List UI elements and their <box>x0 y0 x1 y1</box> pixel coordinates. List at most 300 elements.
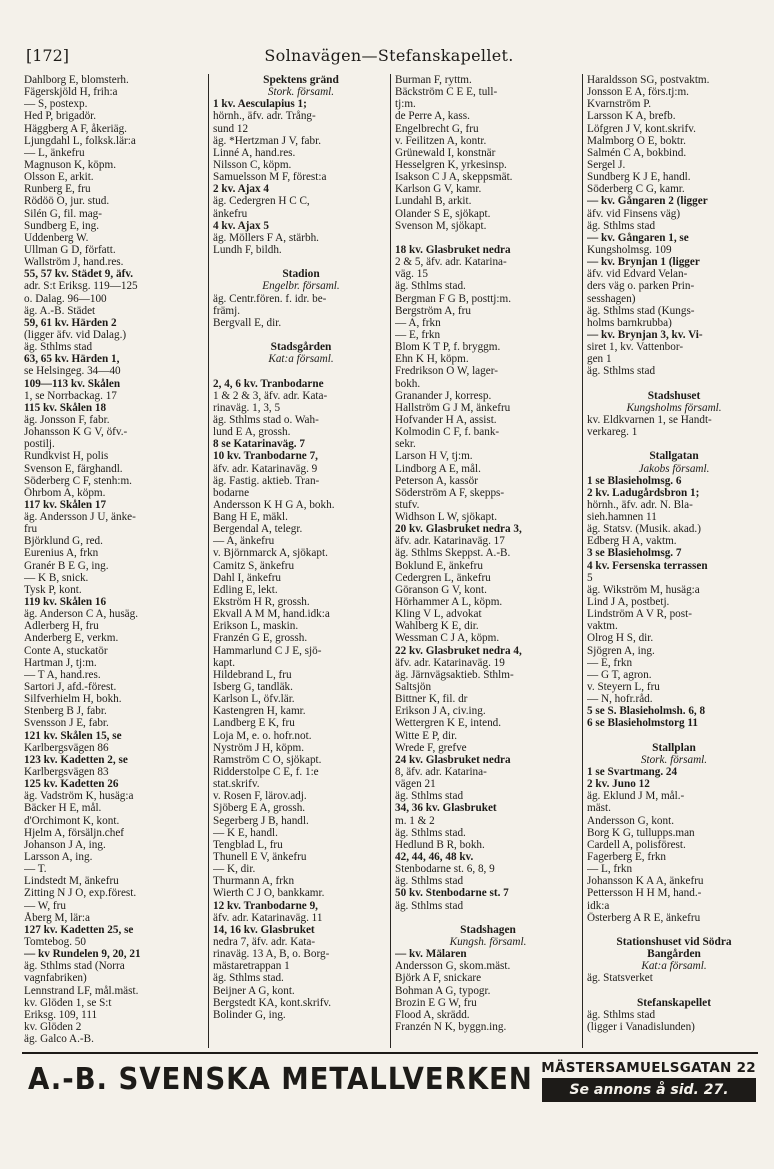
directory-entry: Andersson G, skom.mäst. <box>395 960 511 973</box>
directory-entry: Olsson E, arkit. <box>24 171 94 184</box>
directory-entry: Lindstedt M, änkefru <box>24 875 119 888</box>
directory-entry: Jonsson E A, förs.tj:m. <box>587 86 689 99</box>
directory-entry: äg. Anderson C A, husäg. <box>24 608 139 621</box>
directory-entry: Larsson K A, brefb. <box>587 110 676 123</box>
directory-entry: 1, se Norrbackag. 17 <box>24 389 117 402</box>
spacer <box>587 730 761 742</box>
directory-entry: Johanson J A, ing. <box>24 838 106 851</box>
directory-entry: Flood A, skrädd. <box>395 1008 470 1021</box>
block-heading: 2 kv. Juno 12 <box>587 778 650 791</box>
directory-entry: lund E A, grossh. <box>213 426 291 439</box>
directory-entry: Loja M, e. o. hofr.not. <box>213 729 312 742</box>
directory-entry: främj. <box>213 304 241 317</box>
advertisement-footer <box>22 1052 758 1108</box>
directory-entry: v. Björnmarck A, sjökapt. <box>213 547 328 560</box>
directory-entry: Wahlberg K E, dir. <box>395 620 479 633</box>
directory-entry: hörnh., äfv. adr. Trång- <box>213 110 316 123</box>
directory-entry: v. Steyern L, fru <box>587 681 660 694</box>
directory-entry: Samuelsson M F, förest:a <box>213 171 327 184</box>
directory-entry: Hammarlund C J E, sjö- <box>213 644 322 657</box>
directory-entry: Fagerberg E, frkn <box>587 851 667 863</box>
directory-entry: — G T, agron. <box>587 668 652 681</box>
directory-entry: — E, frkn <box>587 656 633 669</box>
block-heading: 12 kv. Tranbodarne 9, <box>213 899 318 912</box>
directory-entry: Dahlborg E, blomsterh. <box>24 74 129 86</box>
directory-entry: Granander J, korresp. <box>395 389 492 402</box>
directory-entry: Stenberg B J, fabr. <box>24 705 107 718</box>
directory-entry: änkefru <box>213 207 248 220</box>
directory-entry: Bolinder G, ing. <box>213 1008 286 1021</box>
block-heading: 8 se Katarinaväg. 7 <box>213 438 305 451</box>
directory-entry: äg. Järnvägsaktieb. Sthlm- <box>395 668 514 681</box>
directory-entry: Hesselgren K, yrkesinsp. <box>395 158 507 171</box>
directory-entry: Björklund G, red. <box>24 535 103 548</box>
directory-entry: Olander S E, sjökapt. <box>395 207 491 220</box>
directory-entry: Hartman J, tj:m. <box>24 656 97 669</box>
directory-entry: Bäckström C E E, tull- <box>395 86 498 99</box>
directory-entry: kv. Glöden 1, se S:t <box>24 996 112 1009</box>
block-heading: 127 kv. Kadetten 25, se <box>24 923 134 936</box>
directory-entry: 1 & 2 & 3, äfv. adr. Kata- <box>213 389 328 402</box>
block-heading: 3 se Blasieholmsg. 7 <box>587 547 682 560</box>
directory-entry: Erikson J A, civ.ing. <box>395 705 486 718</box>
block-heading: — kv. Brynjan 3, kv. Vi- <box>587 328 703 341</box>
directory-entry: Granér B E G, ing. <box>24 559 109 572</box>
directory-entry: Peterson A, kassör <box>395 474 478 487</box>
directory-entry: äg. Statsv. (Musik. akad.) <box>587 523 701 536</box>
directory-entry: Malmborg O E, boktr. <box>587 134 686 147</box>
directory-entry: gen 1 <box>587 353 612 366</box>
directory-entry: Sundberg E, ing. <box>24 219 99 232</box>
directory-entry: mäst. <box>587 802 611 815</box>
directory-entry: Fägerskjöld H, frih:a <box>24 86 118 99</box>
directory-entry: vagnfabriken) <box>24 972 87 985</box>
directory-entry: Ekvall A M M, hand.idk:a <box>213 608 330 621</box>
directory-entry: Öhrbom A, köpm. <box>24 486 106 499</box>
directory-entry: Ullman G D, författ. <box>24 243 116 256</box>
block-heading: 117 kv. Skålen 17 <box>24 498 107 511</box>
block-heading: 22 kv. Glasbruket nedra 4, <box>395 644 522 657</box>
directory-entry: — L, änkefru <box>24 146 85 159</box>
directory-entry: Andersson K H G A, bokh. <box>213 498 335 511</box>
spacer <box>587 438 761 450</box>
directory-entry: Bergendal A, telegr. <box>213 523 303 536</box>
directory-entry: Beijner A G, kont. <box>213 984 295 997</box>
directory-entry: äfv. adr. Katarinaväg. 9 <box>213 462 318 475</box>
directory-entry: kv. Eldkvarnen 1, se Handt- <box>587 413 712 426</box>
block-heading: 109—113 kv. Skålen <box>24 377 121 390</box>
directory-entry: äfv. adr. Katarinaväg. 17 <box>395 535 505 548</box>
directory-column-3 <box>390 74 581 1048</box>
directory-entry: — L, frkn <box>587 863 633 876</box>
street-heading: Stefanskapellet <box>636 996 712 1009</box>
directory-entry: Witte E P, dir. <box>395 729 458 742</box>
directory-entry: sund 12 <box>213 122 249 135</box>
directory-entry: Svenson E, färghandl. <box>24 462 123 475</box>
directory-entry: Edberg H A, vaktm. <box>587 535 677 548</box>
block-heading: — kv. Mälaren <box>395 948 467 961</box>
directory-entry: — K, dir. <box>213 863 256 876</box>
street-heading: Stadion <box>282 268 320 281</box>
directory-entry: Magnuson K, köpm. <box>24 158 116 171</box>
directory-entry: Svenson M, sjökapt. <box>395 219 487 232</box>
spacer <box>395 912 581 924</box>
directory-entry: äg. Andersson J U, änke- <box>24 511 136 524</box>
directory-entry: Andersson G, kont. <box>587 814 675 827</box>
directory-entry: Wettergren K E, intend. <box>395 717 502 730</box>
directory-entry: 5 <box>587 571 593 584</box>
street-heading: Spektens gränd <box>263 74 339 86</box>
spacer <box>213 329 389 341</box>
block-heading: 2 kv. Ajax 4 <box>213 183 269 196</box>
directory-entry: Hofvander H A, assist. <box>395 413 497 426</box>
block-heading: 10 kv. Tranbodarne 7, <box>213 450 318 463</box>
directory-entry: v. Feilitzen A, kontr. <box>395 134 487 147</box>
block-heading: 119 kv. Skålen 16 <box>24 596 107 609</box>
directory-entry: äg. Vadström K, husäg:a <box>24 790 134 803</box>
directory-entry: de Perre A, kass. <box>395 110 470 123</box>
block-heading: 2, 4, 6 kv. Tranbodarne <box>213 377 324 390</box>
directory-entry: se Helsingeg. 34—40 <box>24 365 121 378</box>
directory-entry: 8, äfv. adr. Katarina- <box>395 766 487 779</box>
page-title: Solnavägen—Stefanskapellet. <box>264 46 514 65</box>
directory-entry: kv. Glöden 2 <box>24 1020 82 1033</box>
directory-entry: Åberg M, lär:a <box>24 911 90 924</box>
directory-entry: d'Orchimont K, kont. <box>24 814 120 827</box>
directory-entry: Silén G, fil. mag- <box>24 207 102 220</box>
parish-label: Jakobs församl. <box>638 462 710 475</box>
directory-column-1 <box>24 74 206 1048</box>
block-heading: 123 kv. Kadetten 2, se <box>24 753 128 766</box>
advertiser-brand: A.-B. SVENSKA METALLVERKEN <box>28 1062 533 1097</box>
directory-entry: Björk A F, snickare <box>395 972 482 985</box>
directory-entry: Sundberg K J E, handl. <box>587 171 691 184</box>
directory-entry: Tysk P, kont. <box>24 583 82 596</box>
directory-entry: — W, fru <box>24 899 66 912</box>
directory-entry: mästaretrappan 1 <box>213 960 290 973</box>
directory-entry: Karlson G V, kamr. <box>395 183 482 196</box>
spacer <box>213 365 389 377</box>
directory-entry: Lind J A, postbetj. <box>587 596 670 609</box>
directory-entry: Edling E, lekt. <box>213 583 278 596</box>
parish-label: Kat:a församl. <box>641 960 707 973</box>
directory-entry: äg. Sthlms stad <box>587 219 656 232</box>
block-heading: 121 kv. Skålen 15, se <box>24 729 122 742</box>
block-heading: — kv Rundelen 9, 20, 21 <box>24 948 141 961</box>
directory-entry: — E, frkn <box>395 328 441 341</box>
ad-reference: Se annons å sid. 27. <box>542 1078 756 1102</box>
directory-entry: Bergström A, fru <box>395 304 471 317</box>
directory-entry: Wrede F, grefve <box>395 741 467 754</box>
directory-entry: Olrog H S, dir. <box>587 632 654 645</box>
parish-label: Stork. församl. <box>267 86 335 99</box>
directory-entry: äg. Eklund J M, mål.- <box>587 790 685 803</box>
directory-entry: vägen 21 <box>395 778 436 791</box>
directory-entry: Kungsholmsg. 109 <box>587 243 672 256</box>
block-heading: 55, 57 kv. Städet 9, äfv. <box>24 268 134 281</box>
directory-entry: äfv. vid Finsens väg) <box>587 207 681 220</box>
street-heading: Stadshuset <box>647 389 701 402</box>
directory-entry: Wallström J, hand.res. <box>24 256 124 269</box>
block-heading: 50 kv. Stenbodarne st. 7 <box>395 887 509 900</box>
directory-entry: sekr. <box>395 438 416 451</box>
directory-entry: äg. Sthlms stad (Kungs- <box>587 304 695 317</box>
directory-entry: — A, änkefru <box>213 535 275 548</box>
spacer <box>395 232 581 244</box>
directory-entry: postilj. <box>24 438 55 451</box>
directory-entry: äg. Sthlms stad. <box>395 280 466 293</box>
directory-entry: (ligger i Vanadislunden) <box>587 1020 695 1033</box>
block-heading: 2 kv. Ladugårdsbron 1; <box>587 486 700 499</box>
directory-entry: Wierth C J O, bankkamr. <box>213 887 325 900</box>
block-heading: 63, 65 kv. Härden 1, <box>24 353 120 366</box>
page-number: [172] <box>26 46 70 65</box>
directory-entry: — T. <box>24 863 47 876</box>
directory-entry: Kling V L, advokat <box>395 608 482 621</box>
directory-entry: Österberg A R E, änkefru <box>587 911 701 924</box>
directory-entry: Kvarnström P. <box>587 98 652 111</box>
page-header <box>20 46 758 72</box>
parish-label: Kungsh. församl. <box>449 935 527 948</box>
directory-entry: Franzén G E, grossh. <box>213 632 308 645</box>
directory-entry: stufv. <box>395 498 420 511</box>
directory-entry: siret 1, kv. Vattenbor- <box>587 341 684 354</box>
street-heading: Stallplan <box>652 741 696 754</box>
directory-entry: äg. Sthlms stad <box>24 341 93 354</box>
directory-entry: Linné A, hand.res. <box>213 146 296 159</box>
directory-column-2 <box>208 74 389 1048</box>
directory-entry: väg. 15 <box>395 268 428 281</box>
directory-entry: bokh. <box>395 377 421 390</box>
directory-entry: Lennstrand LF, mål.mäst. <box>24 984 139 997</box>
block-heading: 115 kv. Skålen 18 <box>24 401 107 414</box>
directory-entry: — K B, snick. <box>24 571 89 584</box>
directory-entry: Larsson A, ing. <box>24 851 93 863</box>
spacer <box>587 378 761 390</box>
directory-entry: verkareg. 1 <box>587 426 638 439</box>
directory-entry: Svensson J E, fabr. <box>24 717 109 730</box>
directory-entry: äg. Sthlms stad <box>587 365 656 378</box>
block-heading: 42, 44, 46, 48 kv. <box>395 851 474 863</box>
directory-entry: — N, hofr.råd. <box>587 693 653 706</box>
directory-entry: Bergstedt KA, kont.skrifv. <box>213 996 332 1009</box>
directory-entry: Thurmann A, frkn <box>213 875 295 888</box>
block-heading: 14, 16 kv. Glasbruket <box>213 923 315 936</box>
directory-columns <box>24 74 758 1048</box>
directory-entry: Sartori J, afd.-förest. <box>24 681 117 694</box>
directory-entry: äg. Sthlms stad <box>395 790 464 803</box>
directory-entry: adr. S:t Eriksg. 119—125 <box>24 280 138 293</box>
directory-entry: Engelbrecht G, fru <box>395 122 479 135</box>
directory-entry: Wessman C J A, köpm. <box>395 632 500 645</box>
directory-entry: tj:m. <box>395 98 416 111</box>
directory-entry: Brozin E G W, fru <box>395 996 477 1009</box>
directory-entry: äg. Fastig. aktieb. Tran- <box>213 474 320 487</box>
spacer <box>587 985 761 997</box>
directory-entry: Conte A, stuckatör <box>24 644 108 657</box>
directory-entry: äg. Centr.fören. f. idr. be- <box>213 292 327 305</box>
directory-entry: Anderberg E, verkm. <box>24 632 119 645</box>
directory-entry: äg. Sthlms stad. <box>395 826 466 839</box>
directory-entry: Söderberg C G, kamr. <box>587 183 685 196</box>
directory-entry: Borg K G, tullupps.man <box>587 826 695 839</box>
block-heading: 59, 61 kv. Härden 2 <box>24 316 117 329</box>
directory-entry: 2 & 5, äfv. adr. Katarina- <box>395 256 507 269</box>
parish-label: Kungsholms församl. <box>626 401 722 414</box>
directory-entry: Hörhammer A L, köpm. <box>395 596 503 609</box>
directory-entry: äfv. vid Edvard Velan- <box>587 268 688 281</box>
directory-entry: Salmén C A, bokbind. <box>587 146 687 159</box>
directory-entry: m. 1 & 2 <box>395 814 435 827</box>
directory-entry: äg. *Hertzman J V, fabr. <box>213 134 322 147</box>
block-heading: 18 kv. Glasbruket nedra <box>395 243 511 256</box>
block-heading: 4 kv. Ajax 5 <box>213 219 269 232</box>
directory-entry: — K E, handl. <box>213 826 278 839</box>
directory-entry: Thunell E V, änkefru <box>213 851 307 863</box>
directory-entry: äfv. adr. Katarinaväg. 11 <box>213 911 323 924</box>
directory-entry: Sjögren A, ing. <box>587 644 655 657</box>
directory-entry: Göranson G V, kont. <box>395 583 487 596</box>
directory-entry: Rödöö O, jur. stud. <box>24 195 110 208</box>
directory-entry: Hjelm A, försäljn.chef <box>24 826 125 839</box>
directory-entry: Karlbergsvägen 83 <box>24 766 109 779</box>
directory-entry: Dahl I, änkefru <box>213 571 282 584</box>
directory-entry: Larson H V, tj:m. <box>395 450 473 463</box>
street-heading: Stadsgården <box>270 341 332 354</box>
directory-entry: Ljungdahl L, folksk.lär:a <box>24 134 136 147</box>
directory-entry: sieh.hamnen 11 <box>587 511 657 524</box>
directory-entry: Cardell A, polisförest. <box>587 838 686 851</box>
directory-entry: Löfgren J V, kont.skrifv. <box>587 122 696 135</box>
directory-entry: Karlbergsvägen 86 <box>24 741 109 754</box>
directory-entry: äg. Sthlms stad <box>587 1008 656 1021</box>
directory-entry: Camitz S, änkefru <box>213 559 295 572</box>
directory-entry: Widhson L W, sjökapt. <box>395 511 497 524</box>
directory-entry: hörnh., äfv. adr. N. Bla- <box>587 498 693 511</box>
directory-entry: Saltsjön <box>395 681 432 694</box>
parish-label: Kat:a församl. <box>268 353 334 366</box>
directory-entry: Sergel J. <box>587 158 626 171</box>
directory-entry: Nyström J H, köpm. <box>213 741 305 754</box>
directory-entry: (ligger äfv. vid Dalag.) <box>24 328 127 341</box>
directory-entry: Eriksg. 109, 111 <box>24 1008 98 1021</box>
directory-entry: Ehn K H, köpm. <box>395 353 469 366</box>
directory-entry: Tomtebog. 50 <box>24 935 86 948</box>
directory-entry: Tengblad L, fru <box>213 838 283 851</box>
directory-entry: Rundkvist H, polis <box>24 450 109 463</box>
directory-entry: Bohman A G, typogr. <box>395 984 491 997</box>
parish-label: Stork. församl. <box>640 753 708 766</box>
block-heading: 125 kv. Kadetten 26 <box>24 778 119 791</box>
directory-entry: Zitting N J O, exp.förest. <box>24 887 137 900</box>
directory-entry: Ekström H R, grossh. <box>213 596 310 609</box>
directory-entry: äfv. adr. Katarinaväg. 19 <box>395 656 505 669</box>
directory-entry: Grünewald I, konstnär <box>395 146 496 159</box>
directory-entry: Lundahl B, arkit. <box>395 195 472 208</box>
directory-entry: Eurenius A, frkn <box>24 547 99 560</box>
street-heading: Stationshuset vid Södra <box>616 935 732 948</box>
block-heading: — kv. Brynjan 1 (ligger <box>587 256 700 269</box>
directory-entry: Haraldsson SG, postvaktm. <box>587 74 710 86</box>
directory-entry: Fredrikson O W, lager- <box>395 365 498 378</box>
directory-entry: Bergman F G B, posttj:m. <box>395 292 512 305</box>
directory-entry: Karlson L, öfv.lär. <box>213 693 295 706</box>
block-heading: 4 kv. Fersenska terrassen <box>587 559 708 572</box>
directory-entry: Pettersson H H M, hand.- <box>587 887 702 900</box>
directory-entry: Uddenberg W. <box>24 231 89 244</box>
directory-entry: nedra 7, äfv. adr. Kata- <box>213 935 316 948</box>
directory-entry: Nilsson C, köpm. <box>213 158 292 171</box>
directory-entry: stat.skrifv. <box>213 778 260 791</box>
directory-entry: kapt. <box>213 656 236 669</box>
directory-entry: Landberg E K, fru <box>213 717 295 730</box>
directory-entry: Kastengren H, kamr. <box>213 705 306 718</box>
directory-entry: Ramström C O, sjökapt. <box>213 753 322 766</box>
directory-entry: äg. Möllers F A, stärbh. <box>213 231 319 244</box>
directory-entry: Hallström G J M, änkefru <box>395 401 511 414</box>
directory-entry: Franzén N K, byggn.ing. <box>395 1020 507 1033</box>
parish-label: Engelbr. församl. <box>262 280 340 293</box>
directory-entry: Blom K T P, f. bryggm. <box>395 341 501 354</box>
directory-entry: Bergvall E, dir. <box>213 316 282 329</box>
street-heading: Stallgatan <box>649 450 699 463</box>
directory-entry: Söderström A F, skepps- <box>395 486 505 499</box>
directory-entry: sesshagen) <box>587 292 636 305</box>
directory-entry: Bang H E, mäkl. <box>213 511 288 524</box>
directory-entry: Söderberg C F, stenh:m. <box>24 474 132 487</box>
block-heading: 1 kv. Aesculapius 1; <box>213 98 307 111</box>
directory-entry: Boklund E, änkefru <box>395 559 483 572</box>
directory-entry: äg. Sthlms stad o. Wah- <box>213 413 319 426</box>
directory-entry: rinaväg. 13 A, B, o. Borg- <box>213 948 330 961</box>
directory-column-4 <box>582 74 761 1048</box>
directory-entry: Isakson C J A, skeppsmät. <box>395 171 513 184</box>
directory-entry: Ridderstolpe C E, f. 1:e <box>213 766 319 779</box>
spacer <box>587 924 761 936</box>
directory-entry: Häggberg A F, åkeriäg. <box>24 122 127 135</box>
directory-entry: Johansson K A A, änkefru <box>587 875 704 888</box>
block-heading: 24 kv. Glasbruket nedra <box>395 753 511 766</box>
directory-entry: äg. Sthlms stad (Norra <box>24 960 125 973</box>
directory-entry: äg. Galco A.-B. <box>24 1033 94 1046</box>
block-heading: 6 se Blasieholmstorg 11 <box>587 717 698 730</box>
directory-entry: fru <box>24 523 38 536</box>
directory-entry: — T A, hand.res. <box>24 668 101 681</box>
directory-entry: Lindborg A E, mål. <box>395 462 481 475</box>
directory-entry: Isberg G, tandläk. <box>213 681 293 694</box>
directory-entry: Sjöberg E A, grossh. <box>213 802 306 815</box>
street-heading: Stadshagen <box>460 923 516 936</box>
directory-entry: Stenbodarne st. 6, 8, 9 <box>395 863 495 876</box>
block-heading: 20 kv. Glasbruket nedra 3, <box>395 523 522 536</box>
directory-entry: äg. Statsverket <box>587 972 653 985</box>
directory-entry: Silfverhielm H, bokh. <box>24 693 122 706</box>
directory-entry: Hedlund B R, bokh. <box>395 838 485 851</box>
directory-entry: Adlerberg H, fru <box>24 620 99 633</box>
directory-entry: Lundh F, bildh. <box>213 243 282 256</box>
block-heading: — kv. Gångaren 2 (ligger <box>587 195 708 208</box>
directory-entry: äg. Sthlms stad. <box>213 972 284 985</box>
directory-entry: ders väg o. parken Prin- <box>587 280 695 293</box>
block-heading: 1 se Blasieholmsg. 6 <box>587 474 682 487</box>
directory-entry: Segerberg J B, handl. <box>213 814 309 827</box>
directory-entry: Johansson K G V, öfv.- <box>24 426 128 439</box>
directory-entry: Burman F, ryttm. <box>395 74 472 86</box>
street-heading: Bangården <box>647 948 701 961</box>
block-heading: — kv. Gångaren 1, se <box>587 231 689 244</box>
directory-entry: Bäcker H E, mål. <box>24 802 102 815</box>
directory-entry: Hildebrand L, fru <box>213 668 292 681</box>
